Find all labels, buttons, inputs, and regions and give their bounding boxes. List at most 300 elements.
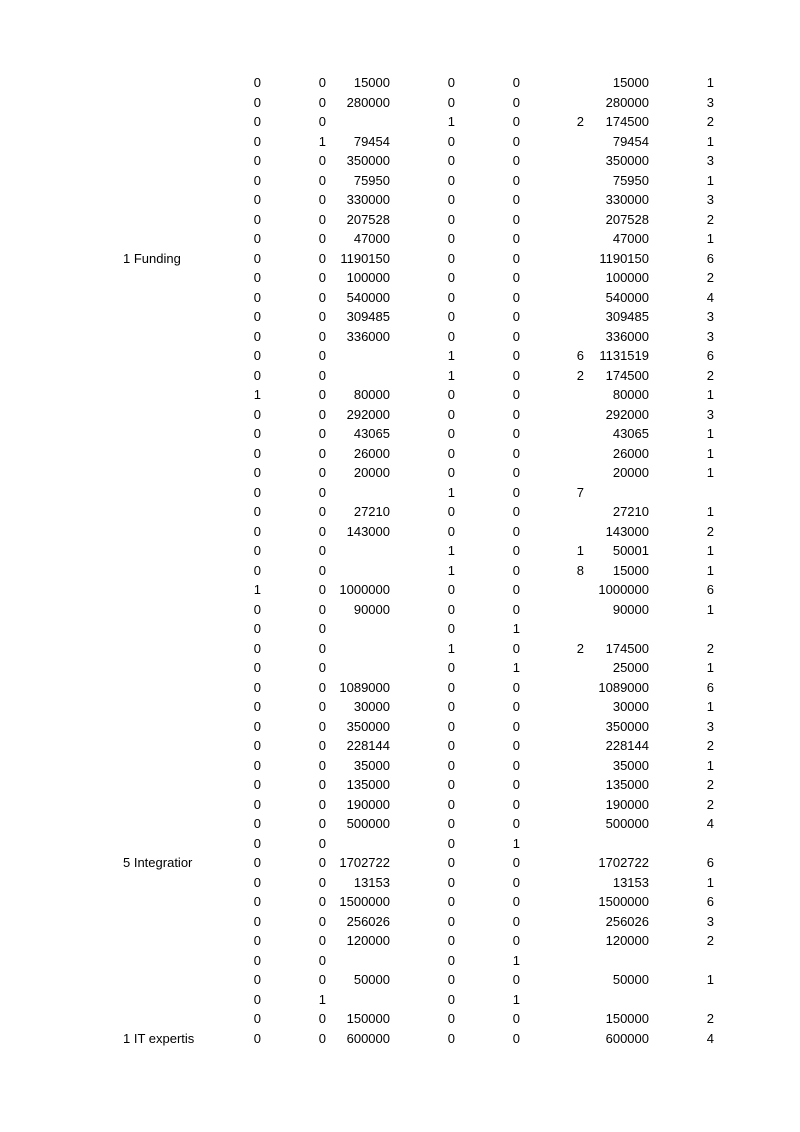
flag-e-cell: 0 — [512, 933, 520, 948]
flag-a-cell: 0 — [253, 543, 261, 558]
amount-cell: 309485 — [346, 309, 390, 324]
flag-b-cell: 0 — [318, 484, 326, 500]
flag-b-cell: 0 — [318, 289, 326, 305]
flag-d-cell: 0 — [447, 991, 455, 1007]
table-row — [0, 385, 800, 405]
flag-e-cell: 0 — [512, 777, 520, 792]
flag-d-cell: 1 — [447, 348, 455, 363]
flag-e-cell: 0 — [512, 133, 520, 149]
flag-a-cell: 0 — [253, 718, 261, 734]
flag-e-cell: 0 — [512, 874, 520, 890]
table-row — [0, 697, 800, 717]
flag-e-cell: 0 — [512, 1030, 520, 1046]
score-cell: 1 — [706, 972, 714, 987]
amount-total-cell: 350000 — [605, 718, 649, 734]
score-cell: 1 — [706, 504, 714, 519]
score-cell: 1 — [706, 757, 714, 773]
amount-cell: 100000 — [346, 270, 390, 285]
flag-e-cell: 1 — [512, 991, 520, 1007]
amount-total-cell: 256026 — [605, 913, 649, 929]
flag-a-cell: 0 — [253, 855, 261, 870]
flag-b-cell: 0 — [318, 699, 326, 714]
flag-a-cell: 0 — [253, 367, 261, 383]
flag-d-cell: 0 — [447, 660, 455, 675]
flag-b-cell: 0 — [318, 172, 326, 188]
amount-cell: 190000 — [346, 796, 390, 812]
score-cell: 6 — [706, 582, 714, 597]
flag-e-cell: 0 — [512, 426, 520, 441]
flag-d-cell: 1 — [447, 640, 455, 656]
flag-e-cell: 0 — [512, 250, 520, 266]
score-cell: 4 — [706, 289, 714, 305]
score-cell: 3 — [706, 913, 714, 929]
flag-a-cell: 0 — [253, 270, 261, 285]
flag-a-cell: 0 — [253, 133, 261, 149]
count-cell: 6 — [576, 348, 584, 363]
amount-total-cell: 1190150 — [599, 250, 649, 266]
flag-a-cell: 0 — [253, 874, 261, 890]
flag-a-cell: 0 — [253, 250, 261, 266]
amount-cell: 15000 — [353, 75, 390, 90]
flag-b-cell: 0 — [318, 270, 326, 285]
flag-d-cell: 0 — [447, 601, 455, 617]
flag-d-cell: 0 — [447, 972, 455, 987]
amount-total-cell: 50001 — [612, 543, 649, 558]
flag-a-cell: 0 — [253, 75, 261, 90]
flag-a-cell: 0 — [253, 601, 261, 617]
score-cell: 3 — [706, 406, 714, 422]
flag-d-cell: 0 — [447, 387, 455, 402]
amount-total-cell: 350000 — [605, 153, 649, 168]
flag-e-cell: 0 — [512, 601, 520, 617]
flag-e-cell: 0 — [512, 543, 520, 558]
amount-cell: 1089000 — [339, 679, 390, 695]
table-row — [0, 912, 800, 932]
flag-a-cell: 0 — [253, 445, 261, 461]
score-cell: 2 — [706, 933, 714, 948]
amount-cell: 336000 — [346, 328, 390, 344]
flag-e-cell: 0 — [512, 367, 520, 383]
table-row — [0, 541, 800, 561]
flag-a-cell: 0 — [253, 796, 261, 812]
flag-e-cell: 0 — [512, 718, 520, 734]
flag-a-cell: 0 — [253, 94, 261, 110]
table-row — [0, 1009, 800, 1029]
flag-b-cell: 0 — [318, 523, 326, 539]
score-cell: 2 — [706, 1011, 714, 1026]
score-cell: 2 — [706, 796, 714, 812]
flag-b-cell: 0 — [318, 621, 326, 636]
score-cell: 2 — [706, 114, 714, 129]
score-cell: 3 — [706, 153, 714, 168]
flag-d-cell: 0 — [447, 465, 455, 480]
amount-total-cell: 292000 — [605, 406, 649, 422]
table-row — [0, 1029, 800, 1049]
table-row — [0, 405, 800, 425]
score-cell: 2 — [706, 777, 714, 792]
table-row — [0, 639, 800, 659]
table-row — [0, 814, 800, 834]
amount-cell: 143000 — [346, 523, 390, 539]
flag-a-cell: 0 — [253, 1011, 261, 1026]
score-cell: 1 — [706, 445, 714, 461]
flag-d-cell: 0 — [447, 718, 455, 734]
flag-a-cell: 0 — [253, 679, 261, 695]
row-label: 5 Integratior — [123, 855, 193, 870]
score-cell: 2 — [706, 738, 714, 753]
score-cell: 2 — [706, 211, 714, 227]
flag-d-cell: 0 — [447, 270, 455, 285]
score-cell: 1 — [706, 426, 714, 441]
flag-b-cell: 0 — [318, 367, 326, 383]
flag-b-cell: 0 — [318, 387, 326, 402]
flag-a-cell: 0 — [253, 562, 261, 578]
score-cell: 1 — [706, 601, 714, 617]
flag-d-cell: 1 — [447, 114, 455, 129]
amount-total-cell: 143000 — [605, 523, 649, 539]
score-cell: 1 — [706, 387, 714, 402]
flag-b-cell: 0 — [318, 543, 326, 558]
score-cell: 6 — [706, 348, 714, 363]
flag-d-cell: 0 — [447, 426, 455, 441]
flag-b-cell: 0 — [318, 777, 326, 792]
table-row — [0, 366, 800, 386]
amount-total-cell: 330000 — [605, 192, 649, 207]
flag-b-cell: 0 — [318, 75, 326, 90]
flag-d-cell: 0 — [447, 621, 455, 636]
flag-a-cell: 0 — [253, 991, 261, 1007]
flag-b-cell: 0 — [318, 114, 326, 129]
flag-d-cell: 0 — [447, 231, 455, 246]
flag-d-cell: 1 — [447, 367, 455, 383]
score-cell: 3 — [706, 718, 714, 734]
score-cell: 2 — [706, 270, 714, 285]
amount-cell: 280000 — [346, 94, 390, 110]
row-label: 1 IT expertis — [123, 1030, 195, 1046]
amount-total-cell: 25000 — [612, 660, 649, 675]
count-cell: 1 — [576, 543, 584, 558]
amount-cell: 330000 — [346, 192, 390, 207]
spreadsheet-page — [0, 73, 800, 1048]
flag-e-cell: 0 — [512, 309, 520, 324]
amount-total-cell: 1131519 — [599, 348, 649, 363]
flag-e-cell: 0 — [512, 465, 520, 480]
flag-e-cell: 1 — [512, 660, 520, 675]
score-cell: 2 — [706, 640, 714, 656]
flag-e-cell: 0 — [512, 562, 520, 578]
amount-total-cell: 79454 — [612, 133, 649, 149]
flag-a-cell: 1 — [253, 387, 261, 402]
flag-b-cell: 0 — [318, 855, 326, 870]
flag-d-cell: 0 — [447, 913, 455, 929]
amount-total-cell: 150000 — [605, 1011, 649, 1026]
flag-d-cell: 0 — [447, 504, 455, 519]
flag-e-cell: 0 — [512, 1011, 520, 1026]
amount-total-cell: 309485 — [605, 309, 649, 324]
flag-b-cell: 0 — [318, 348, 326, 363]
flag-a-cell: 1 — [253, 582, 261, 597]
flag-a-cell: 0 — [253, 757, 261, 773]
flag-b-cell: 0 — [318, 874, 326, 890]
amount-cell: 1500000 — [339, 894, 390, 909]
amount-total-cell: 1500000 — [598, 894, 649, 909]
table-row — [0, 736, 800, 756]
amount-total-cell: 27210 — [612, 504, 649, 519]
amount-total-cell: 100000 — [605, 270, 649, 285]
amount-cell: 80000 — [353, 387, 390, 402]
flag-e-cell: 0 — [512, 153, 520, 168]
flag-d-cell: 0 — [447, 952, 455, 968]
flag-d-cell: 1 — [447, 562, 455, 578]
flag-e-cell: 0 — [512, 445, 520, 461]
flag-a-cell: 0 — [253, 172, 261, 188]
table-row — [0, 619, 800, 639]
flag-b-cell: 0 — [318, 504, 326, 519]
score-cell: 2 — [706, 367, 714, 383]
flag-b-cell: 0 — [318, 426, 326, 441]
amount-total-cell: 13153 — [612, 874, 649, 890]
amount-cell: 13153 — [353, 874, 390, 890]
flag-e-cell: 0 — [512, 738, 520, 753]
amount-total-cell: 30000 — [612, 699, 649, 714]
score-cell: 1 — [706, 133, 714, 149]
flag-d-cell: 0 — [447, 738, 455, 753]
flag-e-cell: 0 — [512, 211, 520, 227]
flag-e-cell: 0 — [512, 894, 520, 909]
flag-d-cell: 0 — [447, 835, 455, 851]
amount-cell: 350000 — [346, 153, 390, 168]
flag-b-cell: 0 — [318, 562, 326, 578]
amount-cell: 43065 — [353, 426, 390, 441]
amount-cell: 500000 — [346, 816, 390, 831]
table-row — [0, 327, 800, 347]
table-row — [0, 171, 800, 191]
flag-e-cell: 0 — [512, 816, 520, 831]
amount-total-cell: 190000 — [605, 796, 649, 812]
flag-a-cell: 0 — [253, 114, 261, 129]
table-row — [0, 151, 800, 171]
flag-b-cell: 0 — [318, 250, 326, 266]
flag-a-cell: 0 — [253, 699, 261, 714]
amount-total-cell: 135000 — [605, 777, 649, 792]
score-cell: 3 — [706, 192, 714, 207]
flag-a-cell: 0 — [253, 289, 261, 305]
score-cell: 6 — [706, 250, 714, 266]
score-cell: 4 — [706, 816, 714, 831]
score-cell: 1 — [706, 231, 714, 246]
amount-total-cell: 174500 — [605, 640, 649, 656]
flag-b-cell: 0 — [318, 640, 326, 656]
table-row — [0, 112, 800, 132]
flag-a-cell: 0 — [253, 426, 261, 441]
flag-e-cell: 0 — [512, 406, 520, 422]
flag-b-cell: 0 — [318, 757, 326, 773]
amount-cell: 35000 — [353, 757, 390, 773]
flag-e-cell: 0 — [512, 796, 520, 812]
score-cell: 2 — [706, 523, 714, 539]
flag-a-cell: 0 — [253, 777, 261, 792]
flag-a-cell: 0 — [253, 660, 261, 675]
amount-cell: 20000 — [353, 465, 390, 480]
amount-total-cell: 20000 — [612, 465, 649, 480]
flag-d-cell: 0 — [447, 250, 455, 266]
flag-d-cell: 0 — [447, 933, 455, 948]
amount-total-cell: 80000 — [612, 387, 649, 402]
amount-total-cell: 1000000 — [598, 582, 649, 597]
flag-b-cell: 1 — [318, 133, 326, 149]
table-row — [0, 580, 800, 600]
amount-cell: 228144 — [346, 738, 390, 753]
amount-total-cell: 90000 — [612, 601, 649, 617]
table-row — [0, 600, 800, 620]
flag-e-cell: 0 — [512, 699, 520, 714]
amount-total-cell: 540000 — [605, 289, 649, 305]
flag-e-cell: 0 — [512, 270, 520, 285]
table-row — [0, 775, 800, 795]
flag-d-cell: 0 — [447, 816, 455, 831]
flag-d-cell: 0 — [447, 406, 455, 422]
flag-e-cell: 1 — [512, 952, 520, 968]
amount-total-cell: 15000 — [612, 562, 649, 578]
table-row — [0, 502, 800, 522]
amount-cell: 207528 — [346, 211, 390, 227]
flag-a-cell: 0 — [253, 504, 261, 519]
score-cell: 1 — [706, 699, 714, 714]
score-cell: 1 — [706, 562, 714, 578]
flag-d-cell: 0 — [447, 172, 455, 188]
table-row — [0, 210, 800, 230]
flag-b-cell: 0 — [318, 718, 326, 734]
amount-total-cell: 600000 — [605, 1030, 649, 1046]
table-row — [0, 307, 800, 327]
amount-total-cell: 26000 — [612, 445, 649, 461]
flag-a-cell: 0 — [253, 1030, 261, 1046]
amount-cell: 1190150 — [340, 250, 390, 266]
flag-e-cell: 0 — [512, 913, 520, 929]
flag-a-cell: 0 — [253, 913, 261, 929]
flag-a-cell: 0 — [253, 933, 261, 948]
flag-a-cell: 0 — [253, 465, 261, 480]
flag-e-cell: 1 — [512, 835, 520, 851]
flag-a-cell: 0 — [253, 231, 261, 246]
amount-total-cell: 15000 — [612, 75, 649, 90]
flag-d-cell: 0 — [447, 289, 455, 305]
flag-e-cell: 0 — [512, 523, 520, 539]
flag-b-cell: 0 — [318, 406, 326, 422]
table-row — [0, 132, 800, 152]
score-cell: 1 — [706, 75, 714, 90]
table-row — [0, 73, 800, 93]
flag-a-cell: 0 — [253, 211, 261, 227]
table-row — [0, 931, 800, 951]
table-row — [0, 795, 800, 815]
flag-d-cell: 0 — [447, 211, 455, 227]
flag-b-cell: 0 — [318, 582, 326, 597]
amount-cell: 50000 — [353, 972, 390, 987]
amount-total-cell: 35000 — [612, 757, 649, 773]
flag-e-cell: 0 — [512, 328, 520, 344]
flag-d-cell: 0 — [447, 523, 455, 539]
flag-b-cell: 0 — [318, 1030, 326, 1046]
flag-a-cell: 0 — [253, 835, 261, 851]
amount-total-cell: 280000 — [605, 94, 649, 110]
flag-a-cell: 0 — [253, 972, 261, 987]
flag-d-cell: 0 — [447, 75, 455, 90]
table-row — [0, 892, 800, 912]
amount-cell: 256026 — [346, 913, 390, 929]
flag-d-cell: 0 — [447, 699, 455, 714]
flag-b-cell: 0 — [318, 679, 326, 695]
table-row — [0, 424, 800, 444]
amount-cell: 27210 — [353, 504, 390, 519]
flag-b-cell: 0 — [318, 816, 326, 831]
flag-e-cell: 0 — [512, 289, 520, 305]
amount-cell: 150000 — [346, 1011, 390, 1026]
amount-cell: 120000 — [346, 933, 390, 948]
flag-a-cell: 0 — [253, 406, 261, 422]
flag-d-cell: 0 — [447, 796, 455, 812]
flag-b-cell: 0 — [318, 231, 326, 246]
flag-d-cell: 0 — [447, 582, 455, 597]
flag-d-cell: 0 — [447, 679, 455, 695]
flag-d-cell: 0 — [447, 94, 455, 110]
flag-e-cell: 0 — [512, 757, 520, 773]
flag-e-cell: 0 — [512, 231, 520, 246]
flag-b-cell: 0 — [318, 1011, 326, 1026]
flag-a-cell: 0 — [253, 484, 261, 500]
amount-cell: 47000 — [353, 231, 390, 246]
count-cell: 2 — [576, 114, 584, 129]
score-cell: 3 — [706, 328, 714, 344]
amount-cell: 1000000 — [339, 582, 390, 597]
flag-d-cell: 0 — [447, 328, 455, 344]
flag-b-cell: 0 — [318, 894, 326, 909]
flag-d-cell: 0 — [447, 192, 455, 207]
flag-a-cell: 0 — [253, 153, 261, 168]
flag-a-cell: 0 — [253, 192, 261, 207]
flag-b-cell: 0 — [318, 952, 326, 968]
flag-a-cell: 0 — [253, 328, 261, 344]
flag-a-cell: 0 — [253, 523, 261, 539]
amount-cell: 26000 — [353, 445, 390, 461]
table-row — [0, 756, 800, 776]
amount-cell: 79454 — [353, 133, 390, 149]
table-row — [0, 834, 800, 854]
flag-d-cell: 0 — [447, 445, 455, 461]
flag-b-cell: 0 — [318, 153, 326, 168]
score-cell: 6 — [706, 679, 714, 695]
table-row — [0, 288, 800, 308]
flag-a-cell: 0 — [253, 816, 261, 831]
count-cell: 7 — [576, 484, 584, 500]
score-cell: 1 — [706, 660, 714, 675]
score-cell: 6 — [706, 855, 714, 870]
flag-b-cell: 0 — [318, 913, 326, 929]
flag-b-cell: 0 — [318, 192, 326, 207]
table-row — [0, 483, 800, 503]
flag-b-cell: 0 — [318, 796, 326, 812]
flag-d-cell: 0 — [447, 874, 455, 890]
score-cell: 3 — [706, 94, 714, 110]
flag-e-cell: 0 — [512, 172, 520, 188]
amount-cell: 75950 — [353, 172, 390, 188]
amount-cell: 135000 — [346, 777, 390, 792]
flag-a-cell: 0 — [253, 738, 261, 753]
flag-e-cell: 0 — [512, 348, 520, 363]
amount-total-cell: 174500 — [605, 367, 649, 383]
count-cell: 8 — [576, 562, 584, 578]
flag-e-cell: 0 — [512, 114, 520, 129]
